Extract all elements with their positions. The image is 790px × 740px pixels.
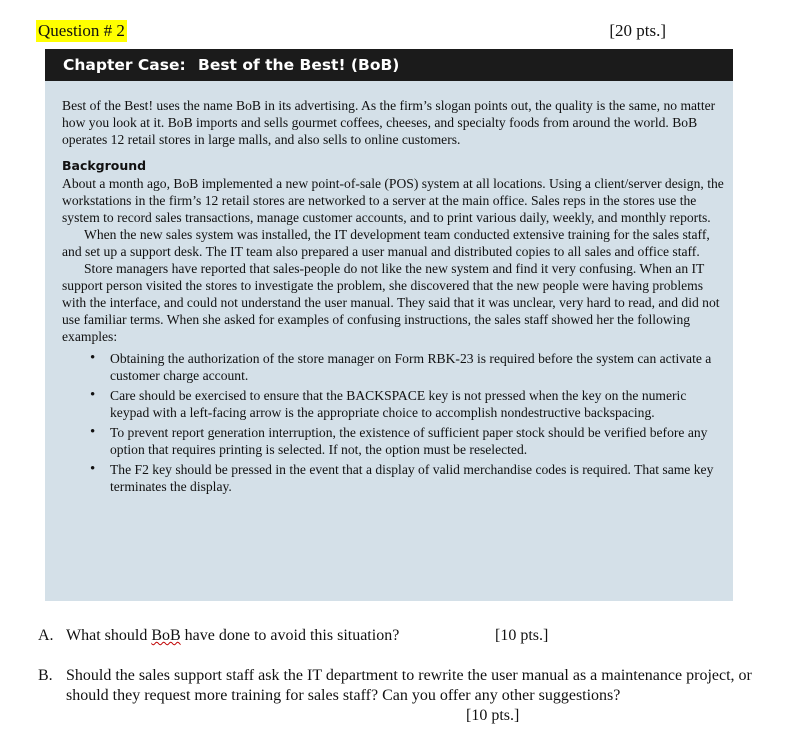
case-box xyxy=(45,81,733,601)
question-b-text: Should the sales support staff ask the IT department to rewrite the user manual as a maintenance project, or should they request more training for sales staff? Can you offer any other suggestions? xyxy=(66,667,752,704)
example-text: To prevent report generation interruption, the existence of sufficient paper stock should be verified before any option that requires printing is selected. If not, the option must be reselected. xyxy=(110,425,708,457)
example-item xyxy=(90,461,726,495)
example-item xyxy=(90,350,726,384)
question-a-text-end: have done to avoid this situation? xyxy=(180,627,400,644)
chapter-case-name: Best of the Best! (BoB) xyxy=(198,56,400,74)
example-text: Care should be exercised to ensure that the BACKSPACE key is not pressed when the key on the numeric keypad with a left-facing arrow is the appropriate choice to accomplish nondestructive backspacing. xyxy=(110,388,687,420)
case-content xyxy=(62,97,726,498)
example-item xyxy=(90,424,726,458)
background-paragraph-3: Store managers have reported that sales-people do not like the new system and find it very confusing. When an IT support person visited the stores to investigate the problem, she discovered that the new people were having problems with the interface, and could not understand the user manual. They said that it was unclear, very hard to read, and did not use familiar terms. When she asked for examples of confusing instructions, the sales staff showed her the following examples: xyxy=(62,261,720,344)
question-b-points: [10 pts.] xyxy=(466,707,520,724)
question-points: [20 pts.] xyxy=(609,21,666,40)
question-a xyxy=(38,626,758,646)
question-a-points: [10 pts.] xyxy=(495,627,549,644)
chapter-case-bar xyxy=(45,49,733,81)
question-label: Question # 2 xyxy=(38,21,125,40)
chapter-case-prefix: Chapter Case: xyxy=(63,56,186,74)
background-paragraph-2: When the new sales system was installed, the IT development team conducted extensive training for the sales staff, and set up a support desk. The IT team also prepared a user manual and distributed copies to all sales and office staff. xyxy=(62,227,710,259)
question-b-letter: B. xyxy=(38,667,53,684)
bullet-icon: • xyxy=(90,387,96,403)
background-paragraph-1: About a month ago, BoB implemented a new point-of-sale (POS) system at all locations. Using a client/server design, the workstations in the firm’s 12 retail stores are networked to a server at the main office. Sales reps in the stores use the system to record sales transactions, manage customer accounts, and to print various daily, weekly, and monthly reports. xyxy=(62,176,724,225)
background-heading: Background xyxy=(62,158,147,173)
example-item xyxy=(90,387,726,421)
question-b xyxy=(38,666,758,726)
case-intro: Best of the Best! uses the name BoB in its advertising. As the firm’s slogan points out, the quality is the same, no matter how you look at it. BoB imports and sells gourmet coffees, cheeses, and specialty foods from around the world. BoB operates 12 retail stores in large malls, and also sells to online customers. xyxy=(62,98,716,147)
example-text: Obtaining the authorization of the store manager on Form RBK-23 is required before the system can activate a customer charge account. xyxy=(110,351,712,383)
bullet-icon: • xyxy=(90,461,96,477)
question-header xyxy=(36,20,666,42)
spellcheck-word: BoB xyxy=(151,627,181,644)
bullet-icon: • xyxy=(90,424,96,440)
question-a-letter: A. xyxy=(38,627,54,644)
question-a-text xyxy=(66,627,399,644)
question-a-text-start: What should xyxy=(66,627,152,644)
example-text: The F2 key should be pressed in the event that a display of valid merchandise codes is required. That same key terminates the display. xyxy=(110,462,714,494)
bullet-icon: • xyxy=(90,350,96,366)
examples-list xyxy=(62,350,726,495)
